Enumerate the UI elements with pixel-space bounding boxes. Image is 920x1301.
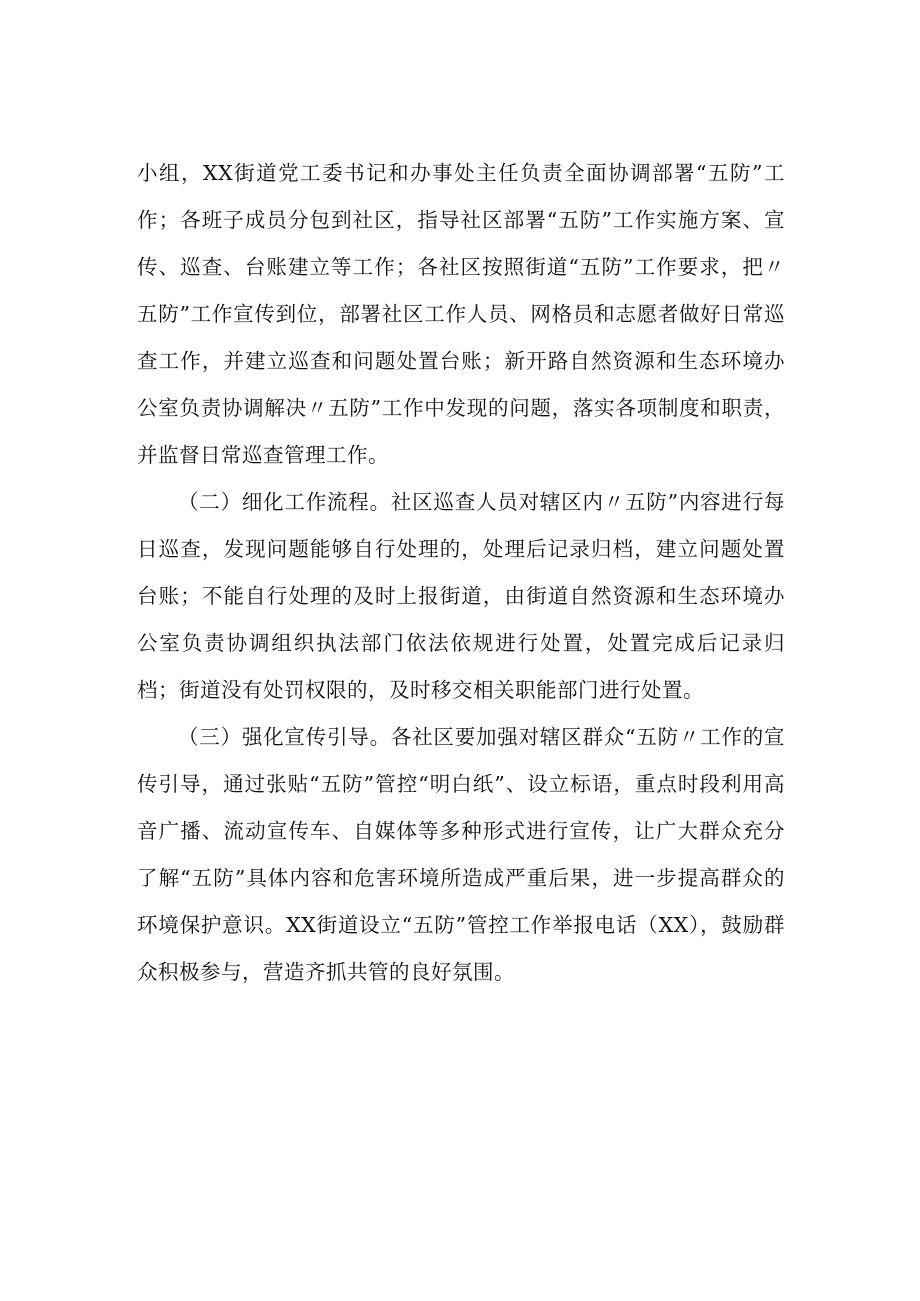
paragraph-strengthen-publicity: （三）强化宣传引导。各社区要加强对辖区群众“五防〃工作的宣传引导，通过张贴“五防”管控“明白纸”、设立标语，重点时段利用高音广播、流动宣传车、自媒体等多种形式进行宣传，让广大群众充分了解“五防”具体内容和危害环境所造成严重后果，进一步提高群众的环境保护意识。XX街道设立“五防”管控工作举报电话（XX），鼓励群众积极参与，营造齐抓共管的良好氛围。: [137, 725, 785, 984]
paragraph-refine-workflow: （二）细化工作流程。社区巡查人员对辖区内〃五防”内容进行每日巡查，发现问题能够自行处理的，处理后记录归档，建立问题处置台账；不能自行处理的及时上报街道，由街道自然资源和生态环境办公室负责协调组织执法部门依法依规进行处置，处置完成后记录归档；街道没有处罚权限的，及时移交相关职能部门进行处置。: [137, 490, 785, 702]
document-body: [137, 150, 785, 996]
paragraph-continuation: 小组，XX街道党工委书记和办事处主任负责全面协调部署“五防”工作；各班子成员分包到社区，指导社区部署“五防”工作实施方案、宣传、巡查、台账建立等工作；各社区按照街道“五防”工作要求，把〃五防”工作宣传到位，部署社区工作人员、网格员和志愿者做好日常巡查工作，并建立巡查和问题处置台账；新开路自然资源和生态环境办公室负责协调解决〃五防”工作中发现的问题，落实各项制度和职责，并监督日常巡查管理工作。: [137, 161, 785, 467]
